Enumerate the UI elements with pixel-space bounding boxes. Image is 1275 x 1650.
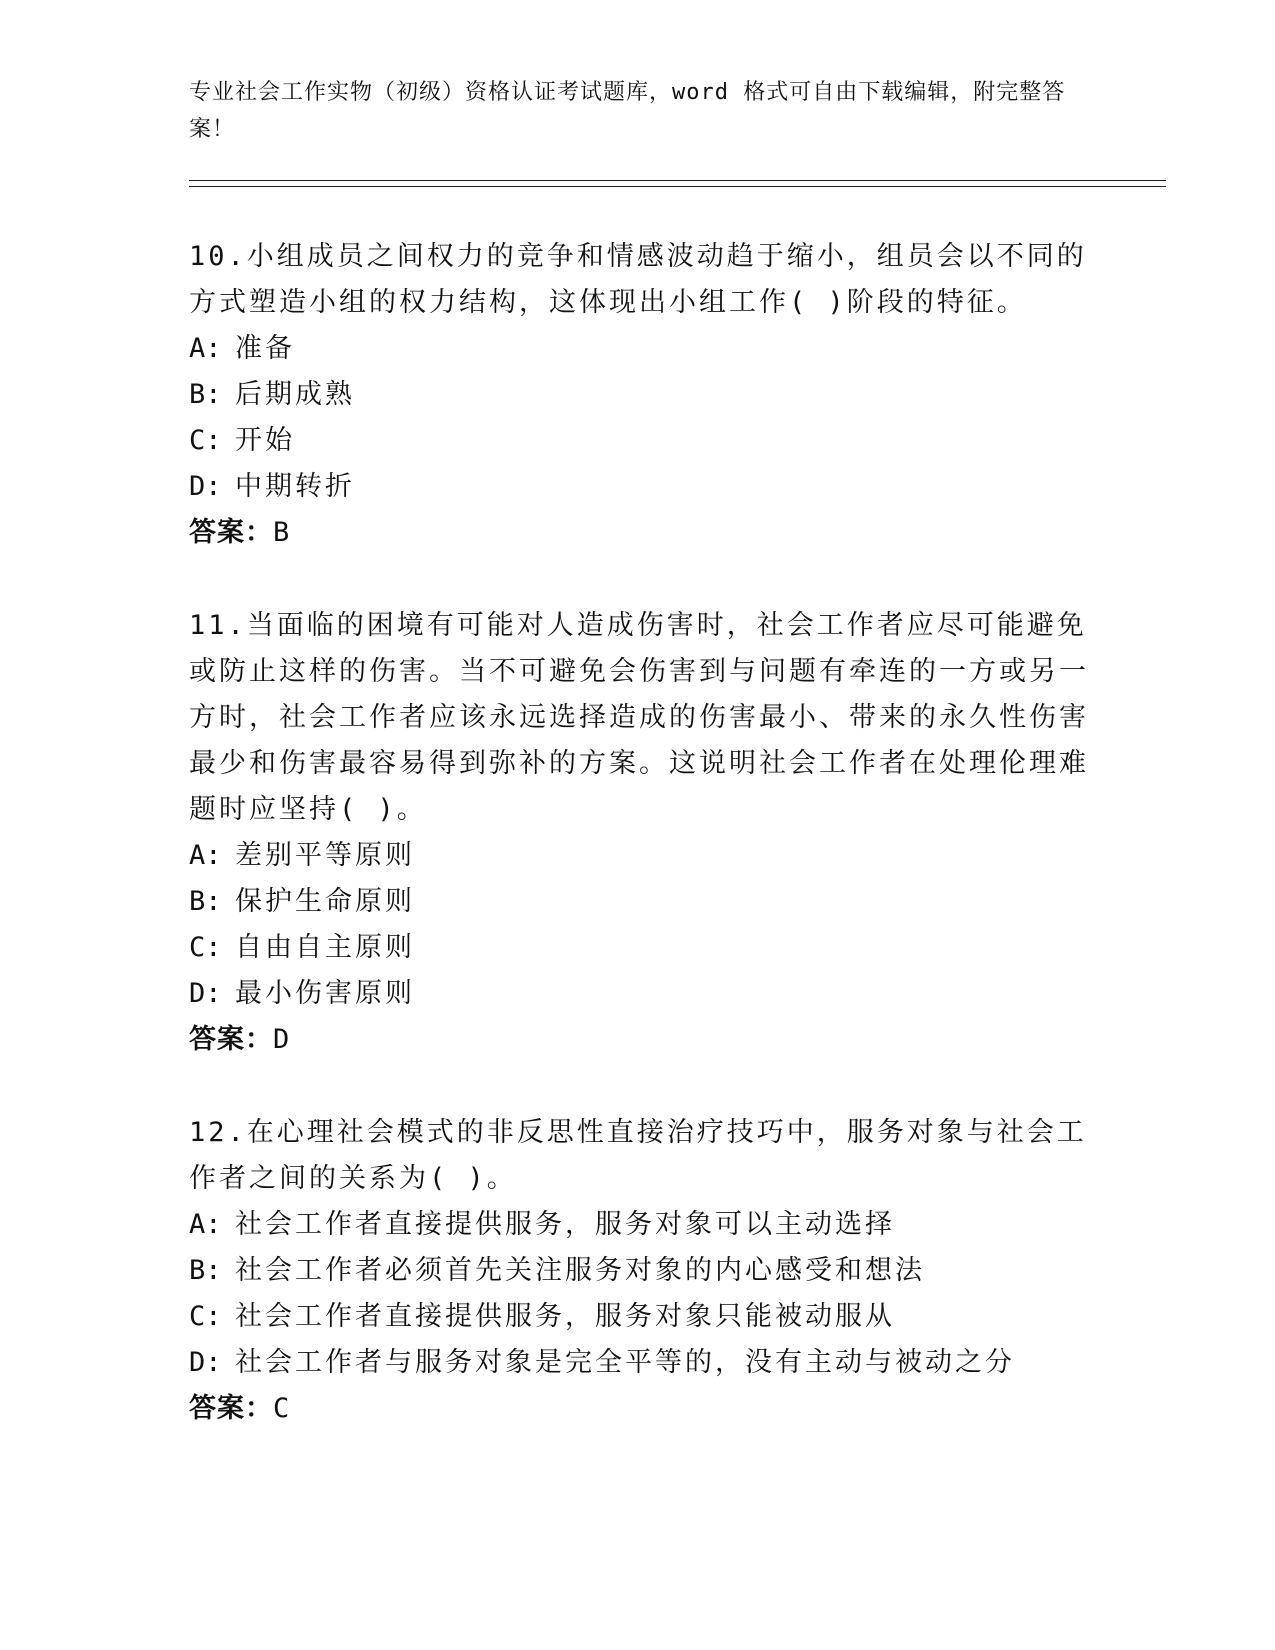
- option-text: 社会工作者与服务对象是完全平等的，没有主动与被动之分: [235, 1347, 1015, 1378]
- option-letter: C:: [189, 425, 222, 456]
- option-text: 社会工作者直接提供服务，服务对象只能被动服从: [235, 1301, 895, 1332]
- option-d: [189, 971, 1089, 1017]
- option-text: 保护生命原则: [235, 886, 415, 917]
- option-text: 社会工作者直接提供服务，服务对象可以主动选择: [235, 1209, 895, 1240]
- option-text: 差别平等原则: [235, 840, 415, 871]
- answer-label: 答案：: [189, 1393, 273, 1424]
- option-letter: A:: [189, 840, 222, 871]
- answer-label: 答案：: [189, 1024, 273, 1055]
- option-letter: D:: [189, 978, 222, 1009]
- answer-value: C: [273, 1393, 291, 1424]
- option-b: [189, 372, 1089, 418]
- option-text: 准备: [235, 333, 295, 364]
- option-d: [189, 1340, 1089, 1386]
- question-stem: 12.在心理社会模式的非反思性直接治疗技巧中，服务对象与社会工作者之间的关系为( )。: [189, 1117, 1087, 1194]
- option-c: [189, 418, 1089, 464]
- answer-value: B: [273, 517, 291, 548]
- option-letter: D:: [189, 1347, 222, 1378]
- option-b: [189, 879, 1089, 925]
- option-text: 开始: [235, 425, 295, 456]
- option-letter: A:: [189, 1209, 222, 1240]
- option-text: 社会工作者必须首先关注服务对象的内心感受和想法: [235, 1255, 925, 1286]
- answer-line: [189, 510, 1089, 556]
- question-stem: 11.当面临的困境有可能对人造成伤害时，社会工作者应尽可能避免或防止这样的伤害。当不可避免会伤害到与问题有牵连的一方或另一方时，社会工作者应该永远选择造成的伤害最小、带来的永久性伤害最少和伤害最容易得到弥补的方案。这说明社会工作者在处理伦理难题时应坚持( )。: [189, 610, 1089, 825]
- answer-value: D: [273, 1024, 291, 1055]
- option-d: [189, 464, 1089, 510]
- question-stem: 10.小组成员之间权力的竞争和情感波动趋于缩小，组员会以不同的方式塑造小组的权力结构，这体现出小组工作( )阶段的特征。: [189, 241, 1087, 318]
- option-letter: B:: [189, 379, 222, 410]
- option-b: [189, 1248, 1089, 1294]
- option-letter: B:: [189, 886, 222, 917]
- answer-line: [189, 1017, 1089, 1063]
- option-text: 中期转折: [235, 471, 355, 502]
- question-12: [189, 1110, 1089, 1432]
- option-text: 自由自主原则: [235, 932, 415, 963]
- option-text: 最小伤害原则: [235, 978, 415, 1009]
- option-c: [189, 1294, 1089, 1340]
- page-header: 专业社会工作实物（初级）资格认证考试题库，word 格式可自由下载编辑，附完整答案！: [189, 80, 1066, 142]
- option-letter: D:: [189, 471, 222, 502]
- option-a: [189, 1202, 1089, 1248]
- option-c: [189, 925, 1089, 971]
- header-divider: [189, 180, 1166, 187]
- option-letter: A:: [189, 333, 222, 364]
- option-text: 后期成熟: [235, 379, 355, 410]
- option-letter: C:: [189, 1301, 222, 1332]
- question-11: [189, 603, 1089, 1063]
- question-10: [189, 234, 1089, 556]
- answer-line: [189, 1386, 1089, 1432]
- option-letter: B:: [189, 1255, 222, 1286]
- answer-label: 答案：: [189, 517, 273, 548]
- option-a: [189, 326, 1089, 372]
- option-letter: C:: [189, 932, 222, 963]
- option-a: [189, 833, 1089, 879]
